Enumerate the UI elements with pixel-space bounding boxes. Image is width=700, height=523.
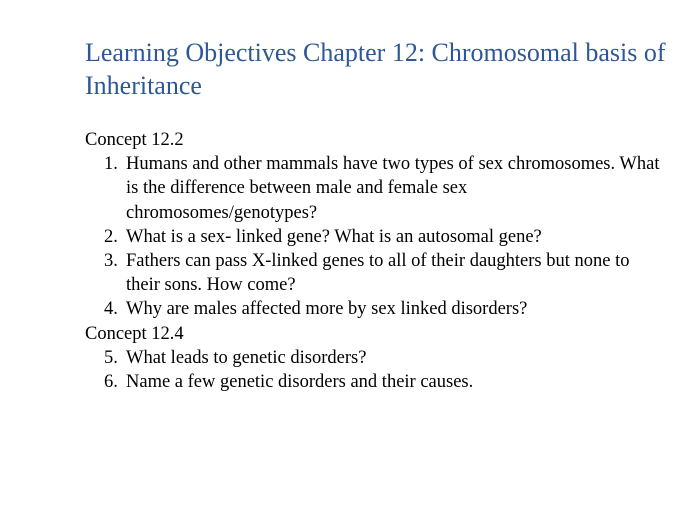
objective-item bbox=[85, 370, 660, 394]
objective-text: Why are males affected more by sex linked disorders? bbox=[126, 299, 528, 320]
objective-text: What is a sex- linked gene? What is an autosomal gene? bbox=[126, 226, 542, 247]
objective-number: 4. bbox=[104, 299, 118, 320]
objective-number: 1. bbox=[104, 154, 118, 175]
objective-text: Name a few genetic disorders and their causes. bbox=[126, 372, 474, 393]
objective-item bbox=[85, 225, 660, 249]
objective-list bbox=[85, 152, 660, 321]
slide-title: Learning Objectives Chapter 12: Chromosomal basis of Inheritance bbox=[85, 38, 666, 100]
objective-item bbox=[85, 249, 660, 297]
concept-heading: Concept 12.2 bbox=[85, 130, 184, 150]
objective-item bbox=[85, 152, 660, 225]
objective-number: 5. bbox=[104, 347, 118, 368]
objective-text: Humans and other mammals have two types of sex chromosomes. What is the difference between male and female sex chromosomes/genotypes? bbox=[126, 154, 660, 223]
objective-number: 2. bbox=[104, 226, 118, 247]
objective-number: 3. bbox=[104, 251, 118, 272]
objective-list bbox=[85, 346, 660, 394]
concept-heading: Concept 12.4 bbox=[85, 323, 184, 344]
objective-text: What leads to genetic disorders? bbox=[126, 347, 367, 368]
objective-number: 6. bbox=[104, 372, 118, 393]
objective-item bbox=[85, 346, 660, 370]
objective-item bbox=[85, 297, 660, 321]
objective-text: Fathers can pass X-linked genes to all of their daughters but none to their sons. How come? bbox=[126, 251, 630, 296]
slide-content bbox=[85, 128, 660, 394]
